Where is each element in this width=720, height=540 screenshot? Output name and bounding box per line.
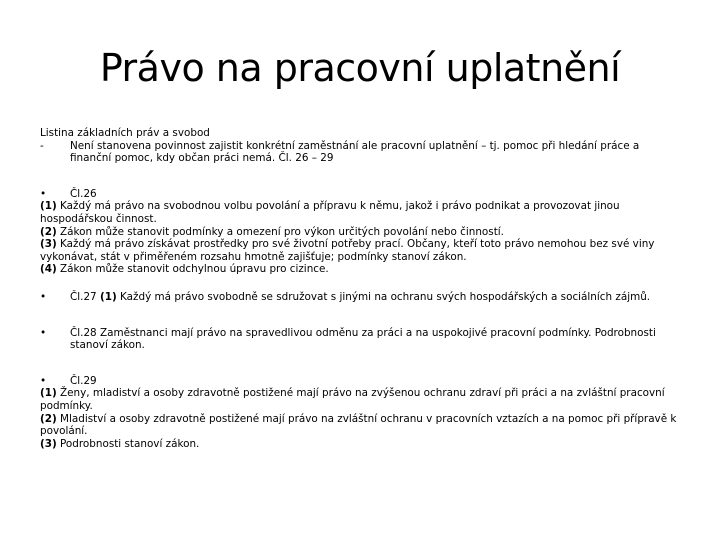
item-number: (3) [40, 437, 57, 450]
item-text: Podrobnosti stanoví zákon. [56, 437, 200, 450]
article-29-item [40, 438, 680, 451]
item-number: (4) [40, 263, 57, 276]
item-text: Každý má právo na svobodnou volbu povolání a přípravu k němu, jakož i právo podnikat a provozovat jinou hospodářskou činnost. [40, 200, 620, 225]
slide-title: Právo na pracovní uplatnění [99, 46, 621, 90]
item-text: Ženy, mladiství a osoby zdravotně postižené mají právo na zvýšenou ochranu zdraví při práci a na zvláštní pracovní podmínky. [40, 387, 665, 412]
article-26 [40, 188, 680, 276]
article-29-item [40, 413, 680, 438]
article-28-text: Čl.28 Zaměstnanci mají právo na spravedlivou odměnu za práci a na uspokojivé pracovní podmínky. Podrobnosti stanoví zákon. [70, 326, 656, 352]
item-number: (1) [99, 290, 117, 303]
article-28 [40, 327, 680, 352]
article-29-item [40, 387, 680, 412]
bullet-icon: • [40, 374, 47, 387]
item-number: (3) [40, 238, 57, 251]
article-27 [40, 291, 680, 304]
article-26-item [40, 226, 680, 239]
article-29-heading: Čl.29 [70, 374, 97, 387]
bullet-icon: • [40, 187, 47, 200]
item-number: (1) [40, 387, 57, 400]
article-26-heading: Čl.26 [70, 187, 97, 200]
intro-text: Není stanovena povinnost zajistit konkrétní zaměstnání ale pracovní uplatnění – tj. pomoc při hledání práce a finanční pomoc, kdy občan práci nemá. Čl. 26 – 29 [70, 139, 640, 165]
slide-body [40, 127, 680, 450]
item-number: (2) [40, 225, 57, 238]
bullet-icon: • [40, 326, 47, 339]
article-26-item [40, 263, 680, 276]
item-text: Zákon může stanovit odchylnou úpravu pro cizince. [56, 263, 329, 276]
intro-heading: Listina základních práv a svobod [40, 127, 210, 139]
article-27-heading: Čl.27 [70, 290, 100, 303]
item-text: Každý má právo získávat prostředky pro své životní potřeby prací. Občany, kteří toto právo nemohou bez své viny vykonávat, stát v přiměřeném rozsahu hmotně zajišťuje; podmínky stanoví zákon. [40, 238, 655, 263]
article-26-item [40, 200, 680, 225]
item-number: (2) [40, 412, 57, 425]
bullet-icon: • [40, 290, 47, 303]
article-26-item [40, 238, 680, 263]
item-number: (1) [40, 200, 57, 213]
item-text: Mladiství a osoby zdravotně postižené mají právo na zvláštní ochranu v pracovních vztazích a na pomoc při přípravě k povolání. [40, 412, 677, 438]
article-29 [40, 375, 680, 451]
item-text: Zákon může stanovit podmínky a omezení pro výkon určitých povolání nebo činností. [56, 225, 504, 238]
dash-marker: - [40, 139, 44, 152]
article-27-text: Každý má právo svobodně se sdružovat s jinými na ochranu svých hospodářských a sociálních zájmů. [116, 290, 651, 303]
intro-item [40, 140, 680, 165]
